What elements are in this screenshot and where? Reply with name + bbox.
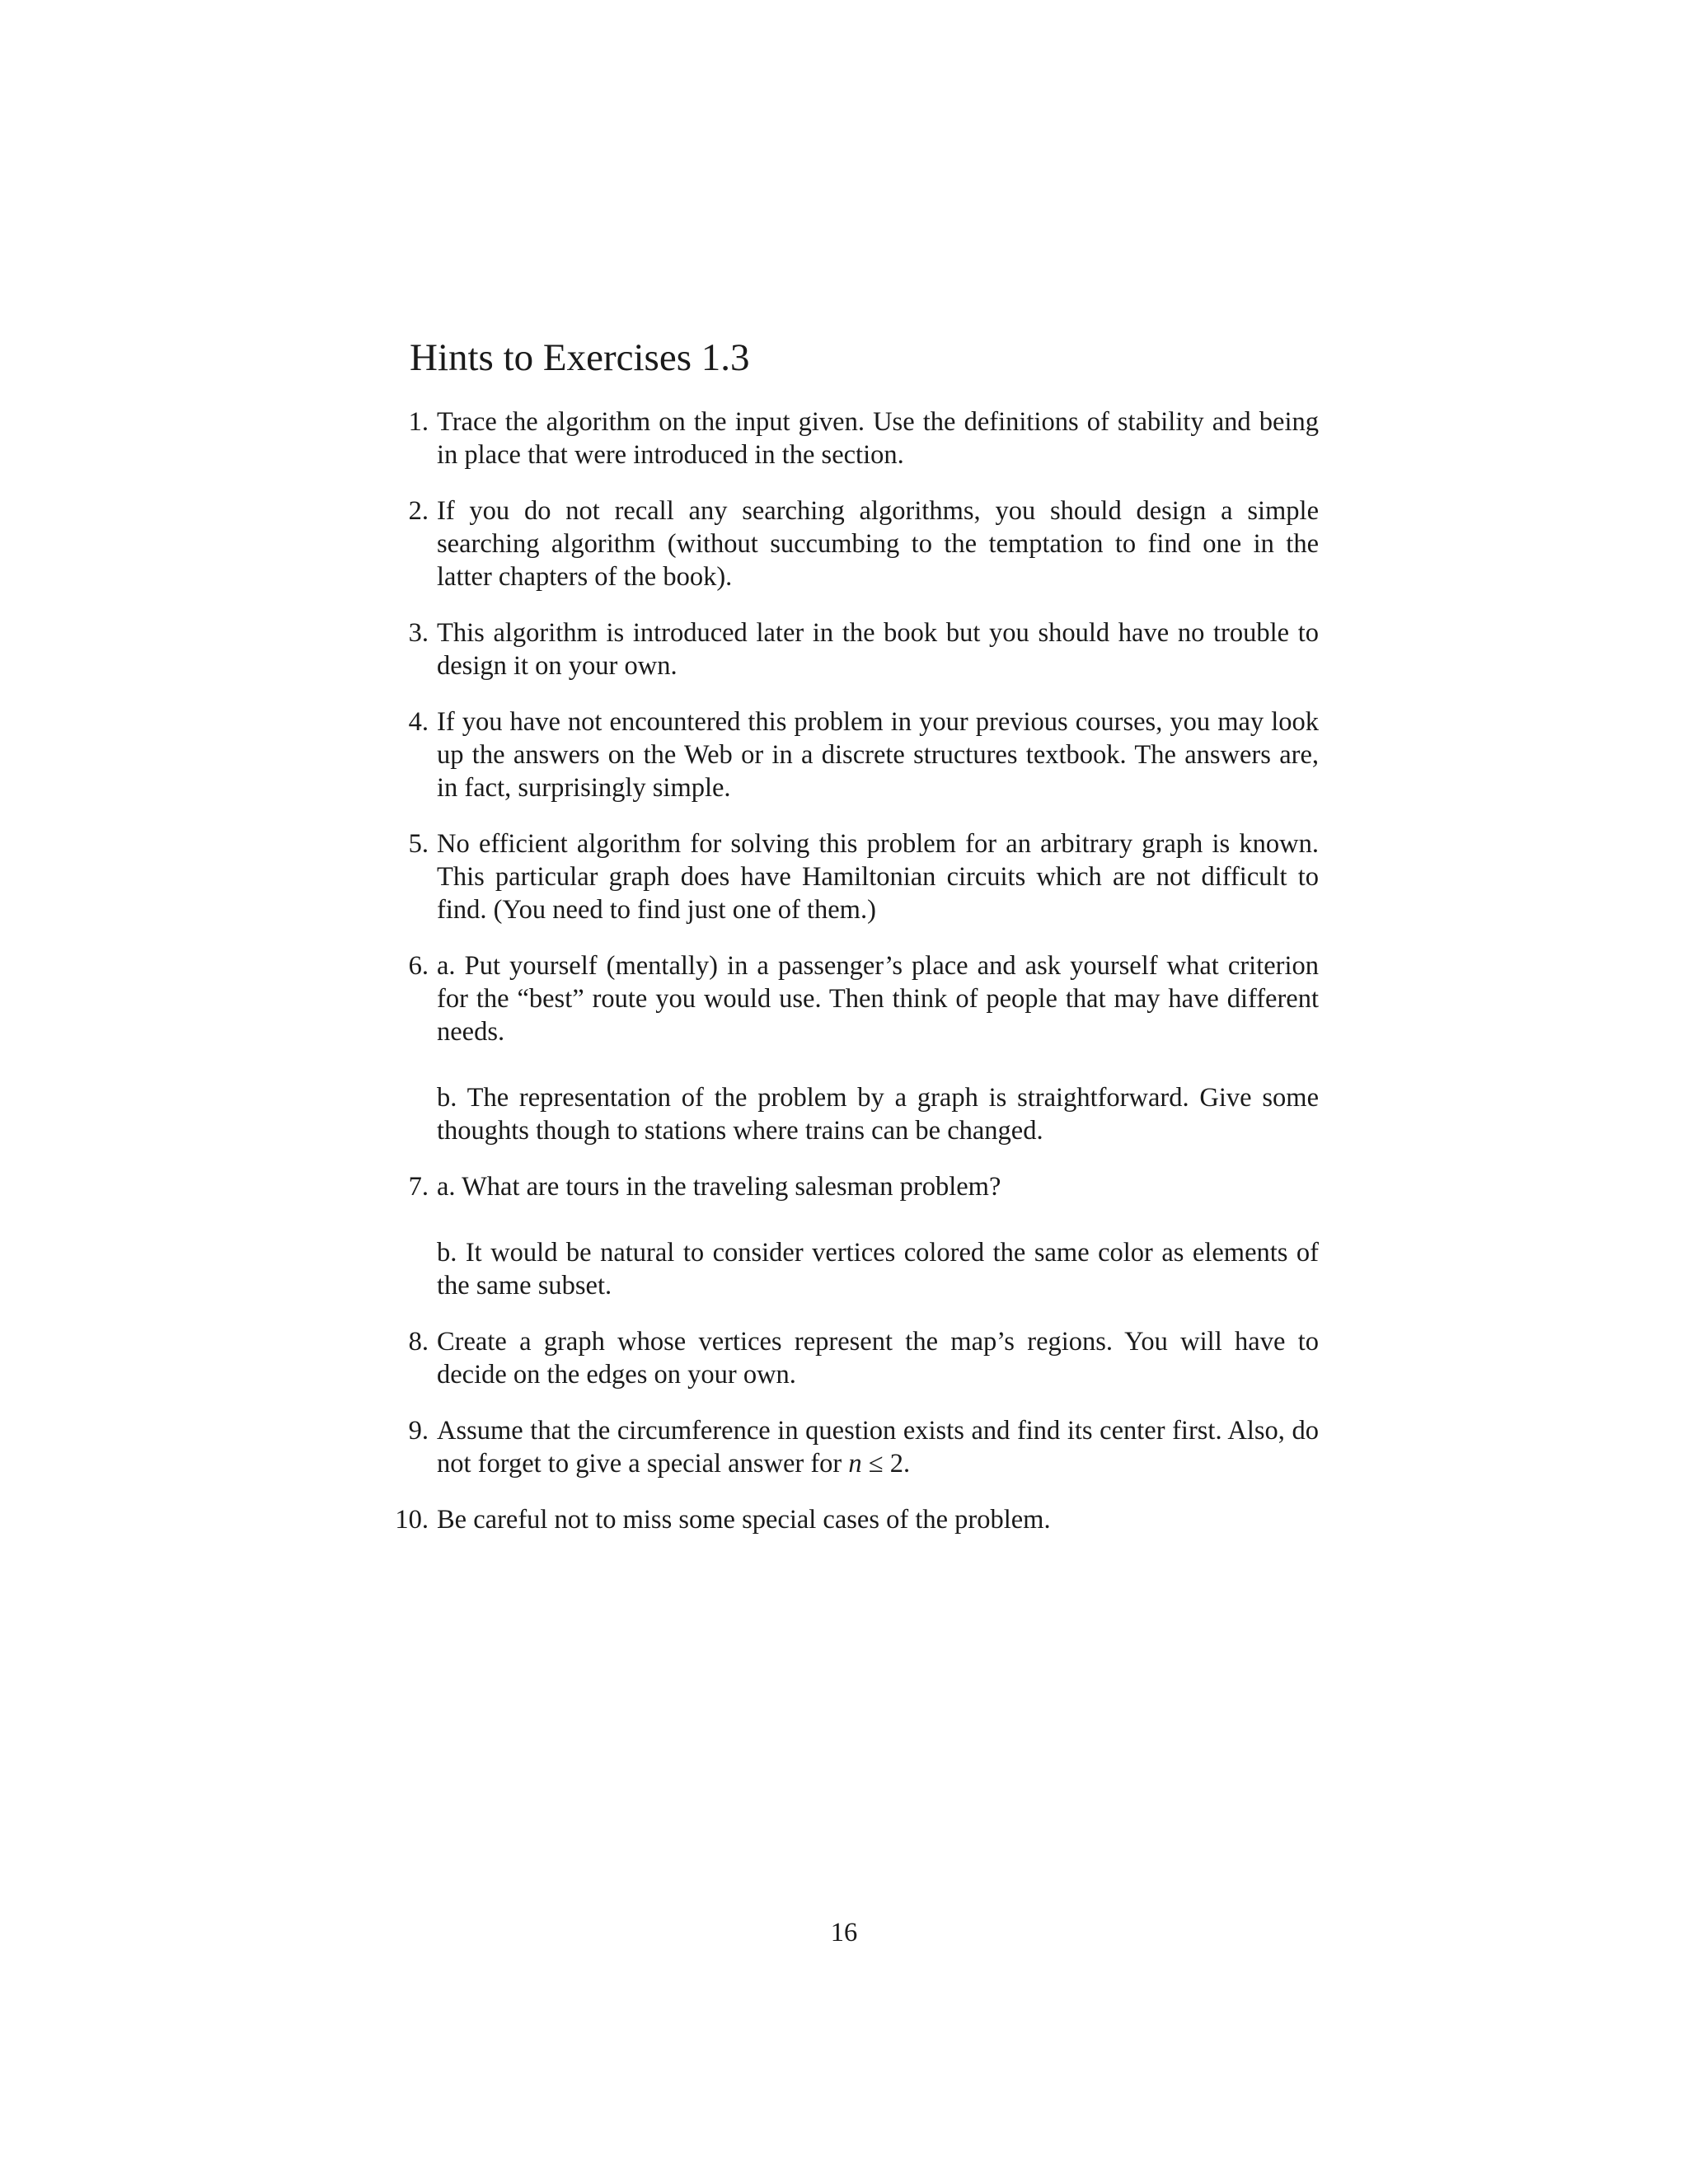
hint-number: 7.: [408, 1172, 429, 1202]
hint-number: 9.: [408, 1416, 429, 1446]
hint-number: 2.: [408, 496, 429, 526]
page-number: 16: [830, 1918, 858, 1947]
math-inequality: ≤ 2.: [861, 1449, 911, 1479]
hint-text-part-b: b. It would be natural to consider vertices colored the same color as elements of the same subset.: [437, 1238, 1319, 1301]
list-item: [408, 405, 1319, 471]
hint-text: Trace the algorithm on the input given. Use the definitions of stability and being in place that were introduced in the section.: [437, 407, 1319, 470]
hint-text: Create a graph whose vertices represent the map’s regions. You will have to decide on the edges on your own.: [437, 1327, 1319, 1390]
hint-text-part-b: b. The representation of the problem by a graph is straightforward. Give some thoughts though to stations where trains can be changed.: [437, 1083, 1319, 1146]
list-item: [408, 827, 1319, 926]
hint-number: 4.: [408, 707, 429, 737]
hint-text: No efficient algorithm for solving this problem for an arbitrary graph is known. This particular graph does have Hamiltonian circuits which are not difficult to find. (You need to find just one of them.): [437, 829, 1319, 925]
list-item: [408, 705, 1319, 804]
list-item: [408, 616, 1319, 682]
page-title: Hints to Exercises 1.3: [410, 336, 750, 379]
hint-text: Be careful not to miss some special cases of the problem.: [437, 1505, 1051, 1535]
hint-text: If you have not encountered this problem in your previous courses, you may look up the answers on the Web or in a discrete structures textbook. The answers are, in fact, surprisingly simple.: [437, 707, 1319, 803]
hint-number: 8.: [408, 1327, 429, 1357]
list-item: [408, 1414, 1319, 1480]
list-item: [395, 1503, 1319, 1536]
hint-number: 3.: [408, 618, 429, 648]
list-item: [408, 1170, 1319, 1302]
hint-text: If you do not recall any searching algorithms, you should design a simple searching algorithm (without succumbing to the temptation to find one in the latter chapters of the book).: [437, 496, 1319, 592]
hint-number: 5.: [408, 829, 429, 859]
hint-text-line: Assume that the circumference in question exists and find its center first.: [437, 1416, 1222, 1446]
hint-text-part-a: a. What are tours in the traveling salesman problem?: [437, 1172, 1001, 1202]
list-item: [408, 949, 1319, 1147]
hint-number: 1.: [408, 407, 429, 437]
hint-text: [437, 1414, 1319, 1480]
hint-text-tail: Also, do not forget to give a special answer for: [437, 1416, 1319, 1479]
list-item: [408, 494, 1319, 593]
hints-list: [395, 405, 1319, 1559]
hint-text: This algorithm is introduced later in the book but you should have no trouble to design it on your own.: [437, 618, 1319, 681]
hint-number: 6.: [408, 951, 429, 981]
list-item: [408, 1325, 1319, 1391]
hint-number: 10.: [395, 1505, 429, 1535]
hint-text-part-a: a. Put yourself (mentally) in a passenger’s place and ask yourself what criterion for the “best” route you would use. Then think of people that may have different needs.: [437, 951, 1319, 1047]
math-variable: n: [848, 1449, 862, 1479]
